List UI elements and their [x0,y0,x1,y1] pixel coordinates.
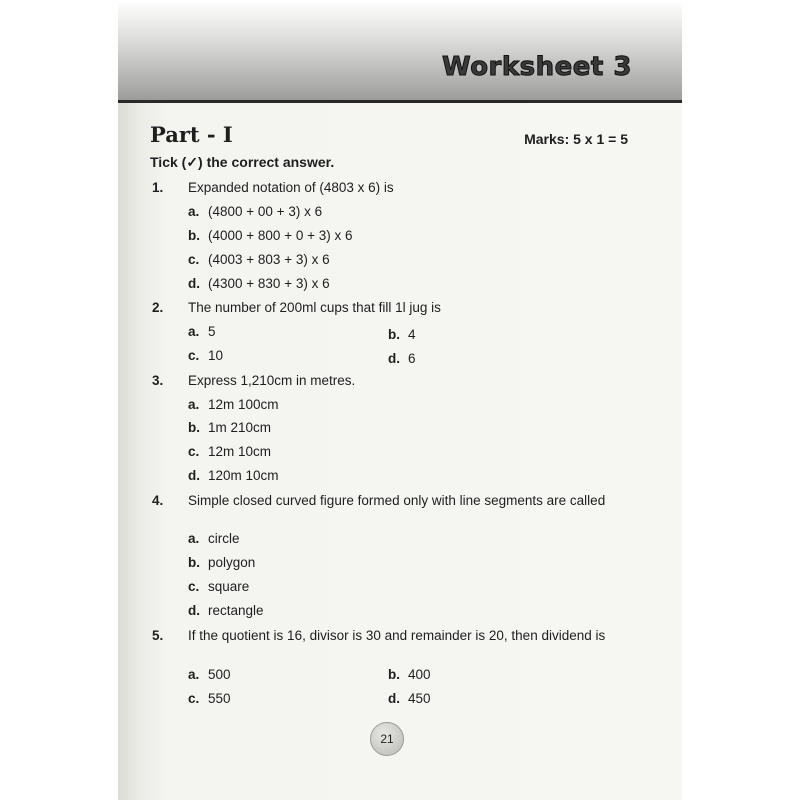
option-letter: a. [188,531,200,546]
option-letter: c. [188,444,200,459]
option-a[interactable] [188,397,279,412]
marks-label: Marks: 5 x 1 = 5 [524,131,628,147]
option-letter: c. [188,691,200,706]
question-text: Express 1,210cm in metres. [188,373,356,388]
option-letter: b. [388,667,400,682]
option-text: (4300 + 830 + 3) x 6 [208,276,330,291]
option-d[interactable] [388,691,431,706]
question-number: 3. [152,373,164,388]
option-text: 400 [408,667,431,682]
option-text: 1m 210cm [208,420,272,435]
option-letter: b. [388,327,400,342]
option-text: 500 [208,667,231,682]
option-d[interactable] [388,351,416,366]
option-c[interactable] [188,348,223,363]
option-text: (4000 + 800 + 0 + 3) x 6 [208,228,353,243]
page-number-badge: 21 [370,722,404,756]
option-c[interactable] [188,691,231,706]
option-b[interactable] [188,420,271,435]
instruction-text: Tick (✓) the correct answer. [150,154,335,170]
option-letter: b. [188,555,200,570]
option-text: (4003 + 803 + 3) x 6 [208,252,330,267]
option-d[interactable] [188,468,279,483]
option-letter: a. [188,204,200,219]
question-number: 1. [152,180,164,195]
option-letter: a. [188,667,200,682]
option-letter: b. [188,420,200,435]
question-text: The number of 200ml cups that fill 1l jug is [188,300,441,315]
option-letter: a. [188,324,200,339]
option-b[interactable] [188,555,255,570]
option-text: 550 [208,691,231,706]
question-number: 5. [152,628,164,643]
header-band [118,0,682,103]
option-d[interactable] [188,603,264,618]
option-b[interactable] [188,228,352,243]
option-c[interactable] [188,579,249,594]
question-text: Expanded notation of (4803 x 6) is [188,180,394,195]
option-a[interactable] [188,531,240,546]
option-text: 12m 10cm [208,444,272,459]
option-letter: d. [188,468,200,483]
option-text: 4 [408,327,416,342]
option-c[interactable] [188,444,271,459]
option-letter: b. [188,228,200,243]
option-b[interactable] [388,327,416,342]
option-letter: d. [188,276,200,291]
option-letter: d. [388,351,400,366]
worksheet-page [118,0,682,800]
option-text: 5 [208,324,216,339]
option-d[interactable] [188,276,330,291]
option-text: 12m 100cm [208,397,279,412]
question-text: Simple closed curved figure formed only with line segments are called [188,493,606,508]
option-text: polygon [208,555,256,570]
option-b[interactable] [388,667,431,682]
option-a[interactable] [188,324,216,339]
option-text: 120m 10cm [208,468,279,483]
option-letter: a. [188,397,200,412]
option-text: (4800 + 00 + 3) x 6 [208,204,323,219]
option-letter: c. [188,348,200,363]
option-letter: d. [188,603,200,618]
option-text: circle [208,531,240,546]
question-number: 2. [152,300,164,315]
worksheet-title: Worksheet 3 [441,52,632,82]
option-letter: c. [188,252,200,267]
option-letter: d. [388,691,400,706]
option-text: 6 [408,351,416,366]
option-text: rectangle [208,603,264,618]
option-letter: c. [188,579,200,594]
option-text: 450 [408,691,431,706]
option-a[interactable] [188,204,322,219]
option-c[interactable] [188,252,330,267]
option-text: 10 [208,348,224,363]
question-text: If the quotient is 16, divisor is 30 and remainder is 20, then dividend is [188,628,606,643]
option-text: square [208,579,250,594]
part-title: Part - I [150,122,233,147]
option-a[interactable] [188,667,231,682]
question-number: 4. [152,493,164,508]
